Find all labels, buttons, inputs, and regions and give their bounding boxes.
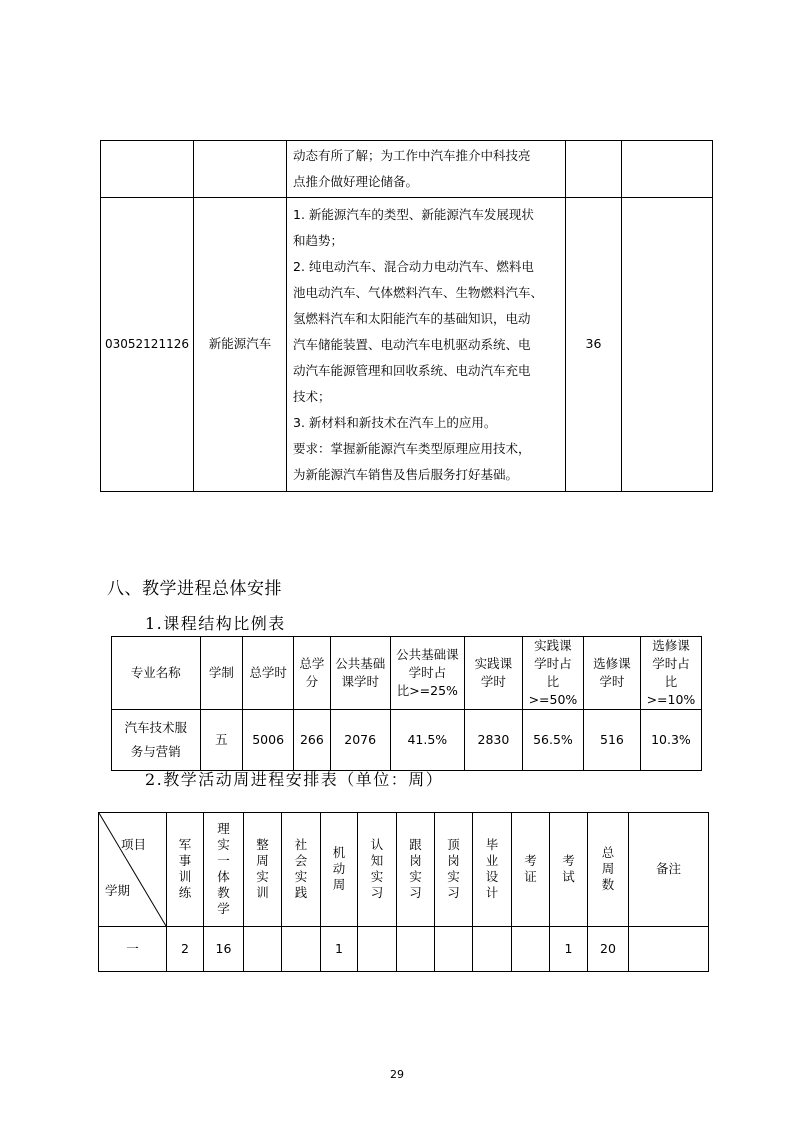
header-cell: 备注 — [629, 813, 709, 927]
header-cell: 顶岗实习 — [435, 813, 473, 927]
table-header-row — [99, 813, 709, 927]
value-cell — [244, 927, 282, 972]
value-cell: 20 — [588, 927, 629, 972]
desc-line: 2. 纯电动汽车、混合动力电动汽车、燃料电 — [293, 258, 534, 274]
table-row — [101, 198, 713, 492]
table-row — [101, 141, 713, 198]
header-cell: 毕业设计 — [473, 813, 512, 927]
elective-ratio-cell: 10.3% — [640, 710, 701, 771]
header-cell: 专业名称 — [112, 637, 201, 710]
total-hours-cell: 5006 — [243, 710, 294, 771]
header-cell: 社会实践 — [282, 813, 321, 927]
header-cell: 机动周 — [321, 813, 358, 927]
header-cell: 公共基础课 学时占 比>=25% — [390, 637, 464, 710]
years-cell: 五 — [200, 710, 243, 771]
practice-hours-cell: 2830 — [464, 710, 522, 771]
desc-line: 动态有所了解；为工作中汽车推介中科技亮 — [293, 148, 531, 163]
value-cell — [397, 927, 435, 972]
value-cell — [473, 927, 512, 972]
value-cell: 16 — [204, 927, 244, 972]
subsection-heading: 1.课程结构比例表 — [145, 614, 286, 633]
course-desc-cell — [287, 198, 566, 492]
desc-line: 池电动汽车、气体燃料汽车、生物燃料汽车、 — [293, 284, 544, 300]
page-number: 29 — [390, 1068, 404, 1081]
desc-line: 1. 新能源汽车的类型、新能源汽车发展现状 — [293, 206, 534, 222]
header-cell: 考证 — [512, 813, 550, 927]
header-cell: 选修课 学时 — [583, 637, 640, 710]
weeks-table — [98, 812, 709, 972]
header-cell: 公共基础 课学时 — [330, 637, 390, 710]
value-cell — [629, 927, 709, 972]
practice-ratio-cell: 56.5% — [522, 710, 583, 771]
value-cell — [512, 927, 550, 972]
semester-cell: 一 — [99, 927, 167, 972]
public-ratio-cell: 41.5% — [390, 710, 464, 771]
course-name-cell: 新能源汽车 — [194, 198, 287, 492]
header-cell: 实践课 学时 — [464, 637, 522, 710]
desc-line: 点推介做好理论储备。 — [293, 174, 419, 189]
header-cell: 实践课 学时占 比>=50% — [522, 637, 583, 710]
header-cell: 总学时 — [243, 637, 294, 710]
course-code-cell: 03052121126 — [101, 198, 194, 492]
course-hours-cell — [566, 141, 622, 198]
header-cell: 跟岗实习 — [397, 813, 435, 927]
structure-table — [111, 636, 702, 771]
diagonal-line — [99, 813, 166, 926]
value-cell: 1 — [321, 927, 358, 972]
corner-top-label: 项目 — [120, 837, 146, 852]
table-row — [112, 710, 702, 771]
corner-cell — [99, 813, 167, 927]
desc-line: 要求：掌握新能源汽车类型原理应用技术， — [293, 440, 531, 456]
value-cell — [358, 927, 397, 972]
table-header-row — [112, 637, 702, 710]
major-cell: 汽车技术服 务与营销 — [112, 710, 201, 771]
value-cell — [435, 927, 473, 972]
desc-line: 3. 新材料和新技术在汽车上的应用。 — [293, 414, 497, 430]
header-cell: 选修课 学时占 比>=10% — [640, 637, 701, 710]
desc-line: 和趋势； — [293, 232, 344, 248]
elective-hours-cell: 516 — [583, 710, 640, 771]
course-table — [100, 140, 713, 492]
value-cell: 1 — [550, 927, 588, 972]
header-cell: 军事训练 — [167, 813, 204, 927]
course-note-cell — [622, 141, 713, 198]
value-cell — [282, 927, 321, 972]
header-cell: 总周数 — [588, 813, 629, 927]
desc-line: 氢燃料汽车和太阳能汽车的基础知识，电动 — [293, 310, 531, 326]
section-heading: 八、教学进程总体安排 — [107, 579, 282, 599]
header-cell: 理实一体教学 — [204, 813, 244, 927]
table-row — [99, 927, 709, 972]
course-note-cell — [622, 198, 713, 492]
corner-bottom-label: 学期 — [105, 883, 131, 899]
header-cell: 认知实习 — [358, 813, 397, 927]
public-hours-cell: 2076 — [330, 710, 390, 771]
header-cell: 考试 — [550, 813, 588, 927]
subsection-heading: 2.教学活动周进程安排表（单位：周） — [145, 770, 444, 789]
course-desc-cell — [287, 141, 566, 198]
total-credits-cell: 266 — [294, 710, 331, 771]
header-cell: 学制 — [200, 637, 243, 710]
course-hours-cell: 36 — [566, 198, 622, 492]
desc-line: 为新能源汽车销售及售后服务打好基础。 — [293, 466, 519, 482]
header-cell: 整周实训 — [244, 813, 282, 927]
desc-line: 动汽车能源管理和回收系统、电动汽车充电 — [293, 362, 531, 378]
value-cell: 2 — [167, 927, 204, 972]
course-name-cell — [194, 141, 287, 198]
header-cell: 总学 分 — [294, 637, 331, 710]
course-code-cell — [101, 141, 194, 198]
desc-line: 技术； — [293, 388, 331, 404]
desc-line: 汽车储能装置、电动汽车电机驱动系统、电 — [293, 336, 531, 352]
